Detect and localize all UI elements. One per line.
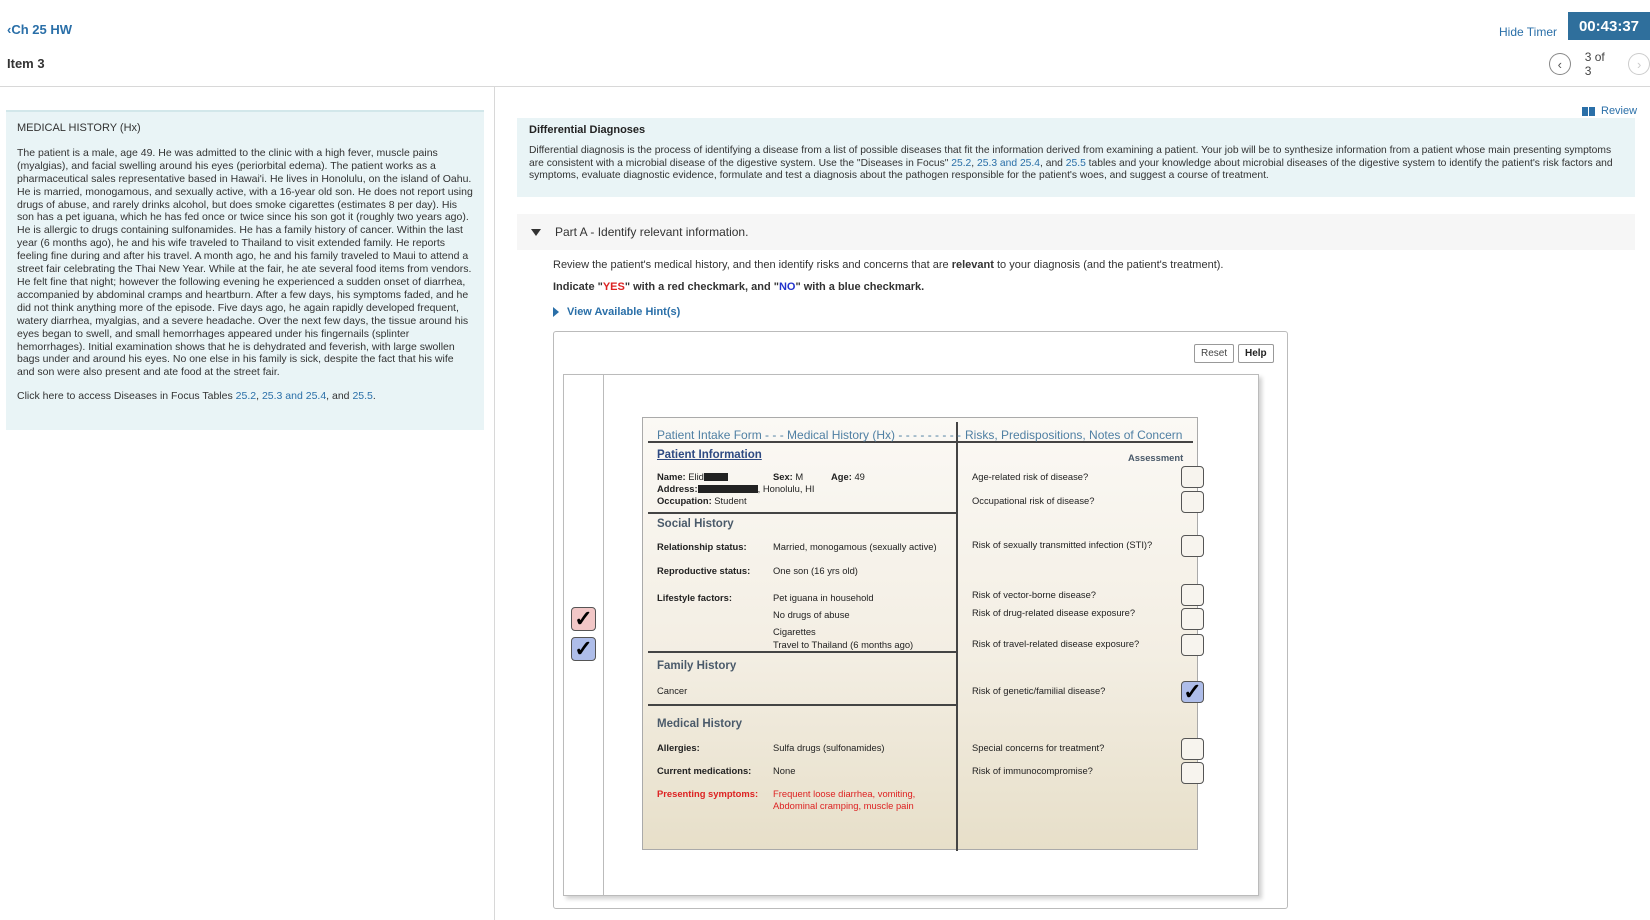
risk-sti: Risk of sexually transmitted infection (STI)? [972,539,1153,550]
period: . [372,390,376,403]
separator: , and [326,390,353,403]
help-button[interactable]: Help [1238,344,1274,363]
view-hints-link[interactable] [553,306,680,318]
chevron-right-icon: › [1636,56,1642,72]
drop-target-age[interactable] [1181,466,1204,488]
risk-genetic: Risk of genetic/familial disease? [972,685,1106,696]
item-title: Item 3 [7,56,45,71]
patient-address [657,483,814,494]
relationship-value: Married, monogamous (sexually active) [773,541,937,552]
form-section-divider [648,651,956,653]
risk-vector-borne: Risk of vector-borne disease? [972,589,1097,600]
risk-immunocompromise: Risk of immunocompromise? [972,765,1093,776]
lifestyle-value: Travel to Thailand (6 months ago) [773,639,914,650]
separator: , [971,157,978,169]
redaction-bar [698,485,758,493]
blue-checkmark-draggable[interactable]: ✓ [571,637,596,661]
patient-info-heading: Patient Information [657,449,762,461]
checkmark-tray [564,375,604,895]
part-a-label: Part A [555,225,588,239]
part-a-subtitle: - Identify relevant information. [587,225,749,239]
part-a-title [555,225,748,239]
medical-history-panel [6,110,484,430]
previous-item-button[interactable] [1549,53,1571,75]
separator: , and [1040,157,1066,169]
social-history-heading: Social History [657,518,734,530]
patient-age [831,471,865,482]
form-section-divider [648,512,956,514]
header-divider [0,86,1650,87]
table-25-3-25-4-link[interactable]: 25.3 and 25.4 [977,157,1040,169]
occupation-label: Occupation: [657,495,712,506]
name-label: Name: [657,471,686,482]
differential-text-a: Differential diagnosis is the process of identifying a disease from a list of possible diseases that fit the information derived from examining a patient. Your job will be to synthesize information from a patient whose main presenting symptoms are consistent with a microbial disease of the digestive system. Use the "Diseases in Focus" [529,145,1612,169]
allergies-label: Allergies: [657,742,700,753]
symptoms-value: Frequent loose diarrhea, vomiting, [773,788,916,799]
table-25-5-link[interactable]: 25.5 [1065,157,1086,169]
symptoms-label: Presenting symptoms: [657,788,759,799]
symptoms-value: Abdominal cramping, muscle pain [773,800,914,811]
relationship-label: Relationship status: [657,541,747,552]
differential-text-b: tables and your knowledge about microbial diseases of the digestive system to identify the patient's risk factors and symptoms, evaluate diagnostic evidence, formulate and test a diagnosis about the pathogen responsible for the patient's woes, and suggest a course of treatment. [529,157,1613,181]
lifestyle-label: Lifestyle factors: [657,592,733,603]
redaction-bar [704,473,728,481]
differential-title: Differential Diagnoses [529,124,646,136]
name-value: Elid [685,471,704,482]
drop-target-special-treatment[interactable] [1181,738,1204,760]
risk-age: Age-related risk of disease? [972,471,1089,482]
review-label: Review [1601,105,1638,117]
drop-target-drug-related[interactable] [1181,608,1204,630]
address-value: , Honolulu, HI [757,483,815,494]
diseases-in-focus-access [17,390,473,403]
age-label: Age: [831,471,852,482]
drop-target-immunocompromise[interactable] [1181,762,1204,784]
form-section-divider [648,704,956,706]
risk-occupational: Occupational risk of disease? [972,495,1095,506]
instruction-review [553,259,1223,271]
drop-target-occupational[interactable] [1181,491,1204,513]
column-divider [494,87,495,920]
lifestyle-value: Pet iguana in household [773,592,874,603]
occupation-value: Student [711,495,747,506]
reset-button[interactable]: Reset [1194,344,1234,363]
yes-text: YES [602,281,625,293]
medical-history-title: MEDICAL HISTORY (Hx) [17,122,141,134]
instr1-b: to your diagnosis (and the patient's treatment). [993,259,1224,271]
lifestyle-value: No drugs of abuse [773,609,850,620]
table-25-2-link[interactable]: 25.2 [951,157,972,169]
medical-history-heading: Medical History [657,718,742,730]
patient-name [657,471,728,482]
back-link[interactable] [7,22,72,37]
lifestyle-value: Cigarettes [773,626,816,637]
review-link[interactable] [1582,105,1637,117]
no-text: NO [778,281,796,293]
patient-sex [773,471,803,482]
medical-history-text: The patient is a male, age 49. He was admitted to the clinic with a high fever, muscle pains (myalgias), and facial swelling around his eyes (periorbital edema). The patient works as a pharmaceutical sales representative based in Hawai'i. He lives in Honolulu, on the island of Oahu. He is married, monogamous, and sexually active, with a 16-year old son. He does not report using drugs of abuse, and rarely drinks alcohol, but does smoke cigarettes (estimates 8 per day). His son has a pet iguana, which he has fed once or twice since his son got it (roughly two years ago). He is allergic to drugs containing sulfonamides. He has a family history of cancer. Within the last year (6 months ago), he and his wife traveled to Thailand to visit extended family. He reports feeling fine during and after his travel. A month ago, he and his family traveled to Maui to attend a street fair celebrating the Thai New Year. While at the fair, he ate several food items from vendors. He felt fine that night; however the following evening he experienced a sudden onset of diarrhea, accompanied by abdominal cramps and heartburn. After a few days, his symptoms faded, and he did not think anything more of the episode. Five days ago, he again rapidly developed frequent, watery diarrhea, myalgias, and a severe headache. Over the next few days, the tissue around his eyes began to swell, and small hemorrhages appeared under his fingernails (splinter hemorrhages). Initial examination shows that he is dehydrated and feverish, with large swollen bags under and around his eyes. No one else in his family is sick, despite the fact that his wife and son were also present and ate food at the street fair. [17,146,473,379]
instr2-c: " with a blue checkmark. [795,281,925,293]
separator: , [256,390,262,403]
sex-value: M [792,471,804,482]
book-icon [1582,107,1595,116]
form-column-divider [956,422,958,851]
risk-drug-related: Risk of drug-related disease exposure? [972,607,1136,618]
chevron-left-icon: ‹ [1557,56,1563,72]
part-a-toggle[interactable] [517,214,1635,250]
hide-timer-link[interactable]: Hide Timer [1499,25,1558,39]
differential-diagnoses-box [517,118,1635,197]
instr1-bold: relevant [951,259,994,271]
address-label: Address: [657,483,698,494]
timer-display: 00:43:37 [1568,12,1650,40]
table-25-2-link[interactable]: 25.2 [235,390,257,403]
drop-target-sti[interactable] [1181,535,1204,557]
patient-occupation [657,495,747,506]
drop-target-travel-related[interactable] [1181,634,1204,656]
instruction-indicate [553,281,924,293]
sex-label: Sex: [773,471,793,482]
differential-text [529,145,1623,183]
medications-label: Current medications: [657,765,752,776]
medications-value: None [773,765,796,776]
chevron-left-icon: ‹ [7,22,12,37]
form-title: Patient Intake Form - - - Medical History (Hx) - - - - - - - - - [657,428,962,442]
age-value: 49 [851,471,865,482]
risks-title: Risks, Predispositions, Notes of Concern [965,428,1183,442]
risk-travel-related: Risk of travel-related disease exposure? [972,638,1140,649]
next-item-button[interactable] [1628,53,1650,75]
hints-label: View Available Hint(s) [567,306,681,318]
access-prefix: Click here to access Diseases in Focus Tables [17,390,236,403]
risk-special-treatment: Special concerns for treatment? [972,742,1105,753]
reproductive-label: Reproductive status: [657,565,751,576]
table-25-5-link[interactable]: 25.5 [352,390,373,403]
allergies-value: Sulfa drugs (sulfonamides) [773,742,885,753]
patient-intake-form [642,417,1202,850]
family-history-heading: Family History [657,660,737,672]
activity-canvas [563,374,1259,896]
table-25-3-25-4-link[interactable]: 25.3 and 25.4 [261,390,327,403]
item-pager [1549,50,1650,78]
family-history-value: Cancer [657,685,688,696]
back-link-label: Ch 25 HW [11,22,73,37]
instr1-a: Review the patient's medical history, and then identify risks and concerns that are [553,259,952,271]
drop-target-vector-borne[interactable] [1181,584,1204,606]
instr2-a: Indicate " [553,281,603,293]
instr2-b: " with a red checkmark, and " [624,281,779,293]
drop-target-genetic-blue-checkmark[interactable]: ✓ [1181,681,1204,703]
pager-count: 3 of 3 [1584,50,1605,78]
assessment-header: Assessment [1128,452,1184,463]
caret-right-icon [553,307,559,317]
drag-drop-activity [553,331,1288,909]
reproductive-value: One son (16 yrs old) [773,565,858,576]
red-checkmark-draggable[interactable]: ✓ [571,607,596,631]
caret-down-icon [531,229,541,236]
